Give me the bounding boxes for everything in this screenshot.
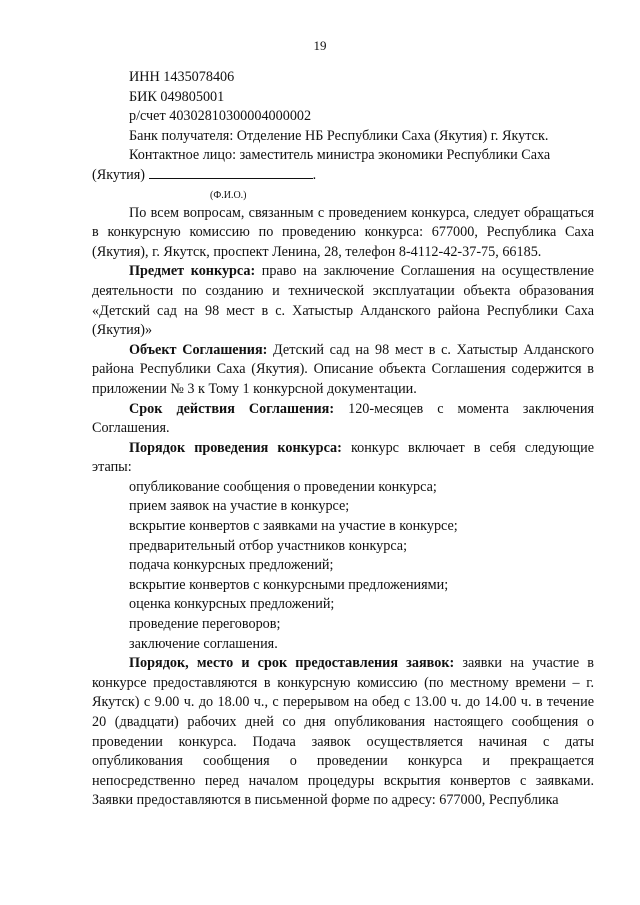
order-paragraph bbox=[92, 439, 594, 478]
list-item: проведение переговоров; bbox=[129, 616, 281, 633]
term-label: Срок действия Соглашения: bbox=[129, 400, 335, 417]
subject-text: право на заключение Соглашения на осуществление деятельности по созданию и технической эксплуатации объекта образования «Детский сад на 98 мест в с. Хатыстыр Алданского района Республики Саха (Якутия)» bbox=[92, 263, 594, 339]
page-number: 19 bbox=[313, 38, 327, 53]
list-item: опубликование сообщения о проведении конкурса; bbox=[129, 478, 437, 495]
contact-text: Контактное лицо: заместитель министра экономики Республики Саха bbox=[129, 147, 551, 164]
list-item: предварительный отбор участников конкурса; bbox=[129, 537, 408, 554]
list-item: оценка конкурсных предложений; bbox=[129, 596, 335, 613]
applications-text: заявки на участие в конкурсе предоставляются в конкурсную комиссию (по местному времени – г. Якутск) с 9.00 ч. до 18.00 ч., с перерывом на обед с 13.00 ч. до 14.00 ч. в течение 20 (двадцати) рабочих дней со дня опубликования настоящего сообщения о проведении конкурса. Подача заявок осуществляется начиная с даты опубликования сообщения о проведении конкурса и прекращается непосредственно перед началом процедуры вскрытия конвертов с заявками. Заявки предоставляются в письменной форме по адресу: 677000, Республика bbox=[92, 655, 594, 809]
applications-paragraph bbox=[92, 654, 594, 811]
account-line: р/счет 40302810300004000002 bbox=[129, 108, 312, 125]
contact-paragraph bbox=[92, 146, 594, 166]
list-item: подача конкурсных предложений; bbox=[129, 557, 334, 574]
inn-line: ИНН 1435078406 bbox=[129, 69, 235, 85]
order-text: конкурс включает в себя следующие этапы: bbox=[92, 439, 595, 476]
fio-blank bbox=[149, 166, 313, 179]
bank-line: Банк получателя: Отделение НБ Республики Саха (Якутия) г. Якутск. bbox=[129, 127, 549, 144]
list-item: вскрытие конвертов с заявками на участие в конкурсе; bbox=[129, 518, 458, 535]
stages-list bbox=[92, 478, 594, 654]
list-item: прием заявок на участие в конкурсе; bbox=[129, 498, 350, 515]
document-body bbox=[92, 68, 594, 811]
applications-label: Порядок, место и срок предоставления заявок: bbox=[129, 655, 455, 672]
bik-line: БИК 049805001 bbox=[129, 88, 225, 105]
term-paragraph bbox=[92, 400, 594, 439]
subject-paragraph bbox=[92, 262, 594, 340]
list-item: вскрытие конвертов с конкурсными предложениями; bbox=[129, 576, 449, 593]
contact-end: . bbox=[312, 166, 317, 183]
object-text: Детский сад на 98 мест в с. Хатыстыр Алданского района Республики Саха (Якутия). Описание объекта Соглашения содержится в приложении № 3 к Тому 1 конкурсной документации. bbox=[92, 341, 594, 397]
fio-label: (Ф.И.О.) bbox=[210, 189, 247, 201]
questions-paragraph: По всем вопросам, связанным с проведением конкурса, следует обращаться в конкурсную комиссию по проведению конкурса: 677000, Республика Саха (Якутия), г. Якутск, проспект Ленина, 28, телефон 8-4112-42-37-75, 66185. bbox=[92, 204, 594, 260]
term-text: 120-месяцев с момента заключения Соглашения. bbox=[92, 400, 594, 437]
object-label: Объект Соглашения: bbox=[129, 341, 268, 358]
list-item: заключение соглашения. bbox=[129, 635, 278, 652]
contact-region: (Якутия) bbox=[92, 166, 146, 183]
object-paragraph bbox=[92, 341, 594, 400]
subject-label: Предмет конкурса: bbox=[129, 263, 256, 280]
contact-tail bbox=[92, 166, 594, 186]
order-label: Порядок проведения конкурса: bbox=[129, 439, 342, 456]
